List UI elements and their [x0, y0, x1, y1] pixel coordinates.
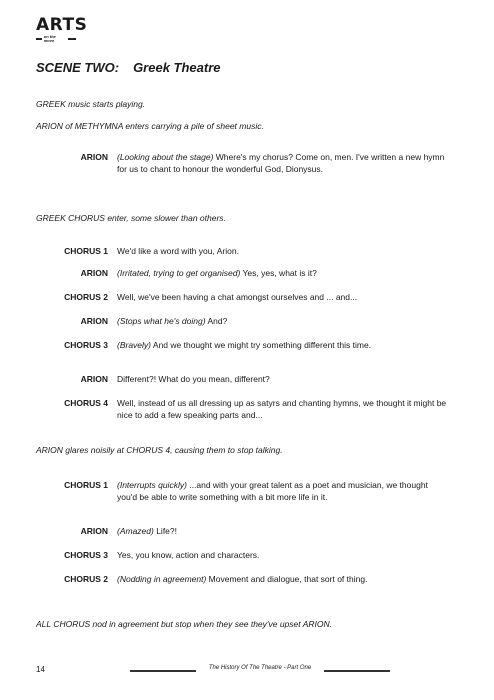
speech-text: [117, 480, 447, 503]
speaker-name: ARION: [80, 526, 108, 536]
speaker-name: ARION: [80, 316, 108, 326]
speech-line-text: Where's my chorus? Come on, men. I've written a new hymn for us to chant to honour the wonderful God, Dionysus.: [117, 152, 445, 174]
footer-rule-left: [130, 670, 196, 672]
scene-heading: [36, 60, 221, 75]
speech-line-text: And?: [205, 316, 228, 326]
speaker-name: ARION: [80, 152, 108, 162]
stage-direction: GREEK music starts playing.: [36, 99, 146, 109]
arts-logo: [36, 15, 88, 43]
speech-text: [117, 268, 447, 280]
stage-direction: ARION of METHYMNA enters carrying a pile of sheet music.: [36, 121, 264, 131]
speech-text: [117, 374, 447, 386]
scene-title-text: Greek Theatre: [133, 60, 221, 75]
page-number: 14: [36, 665, 45, 674]
actor-direction: (Irritated, trying to get organised): [117, 268, 241, 278]
dialogue-block: [0, 480, 494, 600]
speaker-name: ARION: [80, 268, 108, 278]
stage-direction: GREEK CHORUS enter, some slower than others.: [36, 213, 226, 223]
stage-direction: ALL CHORUS nod in agreement but stop when they see they've upset ARION.: [36, 619, 332, 629]
speaker-name: CHORUS 1: [64, 246, 108, 256]
footer-rule-right: [324, 670, 390, 672]
actor-direction: (Nodding in agreement): [117, 574, 207, 584]
speech-line-text: Yes, you know, action and characters.: [117, 550, 260, 560]
actor-direction: (Amazed): [117, 526, 154, 536]
speech-text: [117, 246, 447, 258]
page-footer: [0, 664, 494, 678]
actor-direction: (Bravely): [117, 340, 152, 350]
dialogue-block: [0, 152, 494, 192]
logo-line-left: [36, 38, 42, 40]
speaker-name: CHORUS 2: [64, 292, 108, 302]
speech-line-text: Well, we've been having a chat amongst ourselves and ... and...: [117, 292, 358, 302]
stage-direction: ARION glares noisily at CHORUS 4, causing them to stop talking.: [36, 445, 283, 455]
footer-title: The History Of The Theatre - Part One: [208, 665, 312, 671]
scene-label: SCENE TWO:: [36, 60, 120, 75]
speech-line-text: Yes, yes, what is it?: [240, 268, 317, 278]
logo-underline: [36, 35, 76, 43]
speech-text: [117, 316, 447, 328]
logo-subtext: on the move: [43, 34, 56, 43]
speech-text: [117, 398, 447, 421]
speaker-name: CHORUS 3: [64, 340, 108, 350]
speech-text: [117, 574, 447, 586]
speaker-name: CHORUS 1: [64, 480, 108, 490]
speech-line-text: ...and with your great talent as a poet and musician, we thought you'd be able to write something with a bit more life in it.: [117, 480, 428, 502]
actor-direction: (Stops what he's doing): [117, 316, 206, 326]
speech-text: [117, 152, 447, 175]
speaker-name: CHORUS 3: [64, 550, 108, 560]
speech-line-text: Different?! What do you mean, different?: [117, 374, 270, 384]
speaker-name: CHORUS 2: [64, 574, 108, 584]
actor-direction: (Looking about the stage): [117, 152, 214, 162]
speech-line-text: We'd like a word with you, Arion.: [117, 246, 239, 256]
speaker-name: ARION: [80, 374, 108, 384]
speech-line-text: And we thought we might try something different this time.: [151, 340, 372, 350]
speech-line-text: Movement and dialogue, that sort of thing.: [206, 574, 368, 584]
logo-text: ARTS: [36, 15, 88, 35]
speaker-name: CHORUS 4: [64, 398, 108, 408]
speech-text: [117, 526, 447, 538]
dialogue-block: [0, 246, 494, 426]
actor-direction: (Interrupts quickly): [117, 480, 187, 490]
speech-line-text: Life?!: [153, 526, 177, 536]
speech-text: [117, 550, 447, 562]
speech-text: [117, 292, 447, 304]
speech-line-text: Well, instead of us all dressing up as satyrs and chanting hymns, we thought it might be nice to add a few speaking parts and...: [117, 398, 447, 420]
logo-line-right: [68, 38, 76, 40]
speech-text: [117, 340, 447, 352]
